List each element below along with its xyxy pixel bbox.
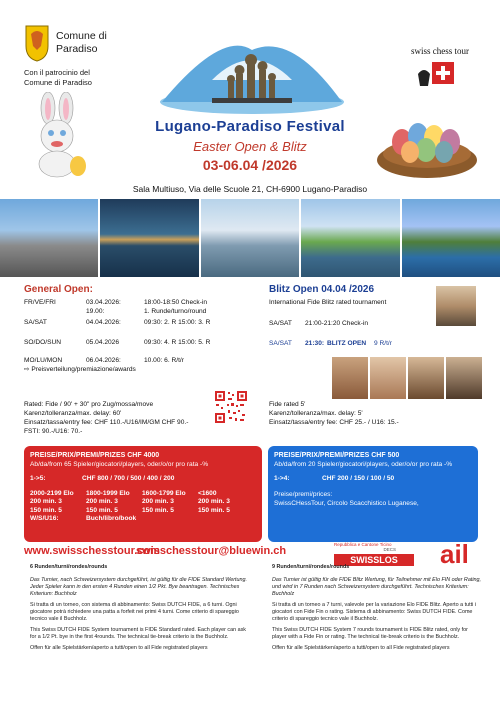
prize-ranks-row (274, 475, 472, 484)
grid-cell: 2000-2199 Elo (30, 489, 74, 497)
photo-strip (0, 199, 500, 277)
player-photo (370, 357, 406, 399)
players-photo-strip (332, 357, 482, 399)
blitz-tournament-line: International Fide Blitz rated tournament (269, 299, 387, 306)
comune-crest-icon (24, 24, 50, 62)
blitz-open-day: SA/SAT (269, 340, 292, 347)
blitz-checkin-row (269, 320, 439, 329)
svg-text:swiss chess tour: swiss chess tour (411, 46, 469, 56)
photo-gulf (402, 199, 500, 277)
blitz-checkin-time: 21:00-21:20 Check-in (305, 320, 369, 327)
grid-cell: 150 min. 5 (86, 506, 118, 514)
blitz-open-heading: Blitz Open 04.04 /2026 (269, 284, 375, 295)
blitz-open-time: 21:30: (305, 340, 325, 347)
prize-condition: Ab/da/from 65 Spieler/giocatori/players, oder/o/or pro rata -% (30, 461, 209, 468)
grid-cell: 200 min. 3 (86, 498, 118, 505)
grid-cell: <1600 (198, 489, 217, 497)
grid-cell: 200 min. 3 (30, 498, 62, 505)
blitz-prizes-box (268, 446, 478, 542)
blitz-rated-info (269, 400, 479, 427)
patrocinio-text: Con il patrocinio del Comune di Paradiso (24, 68, 92, 87)
entry-fee-line: Einsatz/tassa/entry fee: CHF 110.-/U16/IM/GM CHF 90.- (24, 419, 189, 426)
rules-paragraph: This Swiss DUTCH FIDE System tournament is FIDE Standard rated. Each player can ask for a 1/2 Pt. bye in the first 4rounds. The technical tie-break criterio is the Buchholz. (30, 627, 246, 640)
rules-paragraph: Si tratta di un torneo, con sistema di abbinamento: Swiss DUTCH FIDE, a 6 turni. Ogni giocatore potrà richiedere una patta a forfeit nei primi 4 turni. Come criterio di spareggio tecnico vale il Buchholz. (30, 602, 239, 622)
rules-heading: 9 Runden/turni/rondes/rounds (272, 564, 350, 570)
schedule-date: 05.04.2026 (86, 339, 120, 346)
photo-city (0, 199, 98, 277)
prize-sponsor-label: Preise/premi/prices: (274, 490, 333, 498)
rules-paragraph: Offen für alle Spielstärken/aperto a tutti/open to all Fide registrated players (272, 645, 450, 651)
prize-ranks-row (30, 475, 256, 484)
festival-title: Lugano-Paradiso Festival (155, 118, 345, 135)
swisslos-top: Repubblica e Cantone Ticino (334, 542, 392, 547)
schedule-day: MO/LU/MON (24, 357, 63, 364)
delay-line: Karenz/tolleranza/max. delay: 60' (24, 410, 122, 417)
rated-line: Rated: Fide / 90' + 30" pro Zug/mossa/move (24, 401, 154, 408)
grid-cell: 200 min. 3 (198, 498, 230, 505)
swisslos-name: SWISSLOS (334, 554, 414, 566)
general-schedule (24, 299, 264, 389)
schedule-event: 09:30: 4. R 15:00: 5. R (144, 339, 211, 346)
blitz-open-rounds: 9 R/t/r (374, 340, 392, 347)
grid-cell: 150 min. 5 (142, 506, 174, 514)
schedule-day: FR/VE/FRI (24, 299, 56, 306)
grid-cell (142, 515, 198, 524)
schedule-row (24, 308, 264, 317)
schedule-event: 09:30: 2. R 15:00: 3. R (144, 319, 211, 326)
rules-heading: 6 Runden/turni/rondes/rounds (30, 564, 108, 570)
rules-paragraph: Das Turnier, nach Schweizersystem durchgeführt, ist gültig für die FIDE Standard Wertung. Jeder Spieler kann in den ersten 4 Runden einen 1/2 Pkt. Bye beantragen. Technisches Kriterium: Buchholz (30, 577, 248, 597)
rules-paragraph: Si tratta di un torneo a 7 turni, valevole per la variazione Elo FIDE Blitz. Aperto a tutti i giocatori con Fide Fin o rating. Sistema di abbinamento: Swiss DUTCH FIDE. Come criterio di spareggio tecnico vale il Buchholz. (272, 602, 477, 622)
blitz-delay-line: Karenz/tolleranza/max. delay: 5' (269, 410, 363, 417)
schedule-date: 04.04.2026: (86, 319, 121, 326)
schedule-day: SA/SAT (24, 319, 47, 326)
blitz-open-row (269, 340, 439, 349)
schedule-event: 10.00: 6. R/t/r (144, 357, 184, 364)
general-rated-info (24, 400, 224, 436)
schedule-row (24, 319, 264, 328)
easter-eggs-image (372, 106, 482, 182)
prize-condition: Ab/da/from 20 Spieler/giocatori/players, oder/o/or pro rata -% (274, 461, 453, 468)
category-prizes-grid (30, 490, 256, 524)
grid-cell: W/S/U16: (30, 515, 59, 522)
website-link[interactable]: www.swisschesstour.com (24, 545, 160, 557)
grid-cell: 200 min. 3 (142, 498, 174, 505)
swiss-chess-tour-logo (404, 26, 476, 98)
prize-ranks-label: 1->4: (274, 475, 290, 482)
photo-fountain (201, 199, 299, 277)
prize-ranks-values: CHF 800 / 700 / 500 / 400 / 200 (82, 475, 175, 482)
awards-line: ⇨ Preisverteilung/premiazione/awards (24, 366, 136, 373)
grid-cell (198, 515, 254, 524)
player-photo (446, 357, 482, 399)
swisslos-mid: DECS (383, 547, 396, 552)
chess-mountain-logo (152, 40, 352, 115)
schedule-event: 1. Runde/turno/round (144, 308, 207, 315)
prize-title: PREISE/PRIX/PREMI/PRIZES CHF 500 (274, 452, 400, 459)
rules-paragraph: This Swiss DUTCH FIDE System 7 rounds tournament is FIDE Blitz rated, only for player with a Fide Fin or rating. The technical tie-break criterio is the Buchholz. (272, 627, 468, 640)
rules-paragraph: Das Turnier ist gültig für die FIDE Blitz Wertung, für Teilnehmer mit Elo FIN oder Rating, und wird in 7 Runden nach Schweizersystem durchgeführt. Technisches Kriterium: Buchholz (272, 577, 482, 597)
grid-cell: Buch/libro/book (86, 515, 137, 522)
blitz-entry-fee-line: Einsatz/tassa/entry fee: CHF 25.- / U16: 15.- (269, 419, 399, 426)
schedule-row (24, 357, 264, 366)
grid-cell: 1800-1999 Elo (86, 489, 130, 497)
easter-bunny-image (20, 92, 96, 178)
grid-cell: 1600-1799 Elo (142, 489, 186, 497)
blitz-checkin-day: SA/SAT (269, 320, 292, 327)
prize-title: PREISE/PRIX/PREMI/PRIZES CHF 4000 (30, 452, 160, 459)
festival-dates: 03-06.04 /2026 (202, 157, 298, 173)
rules-paragraph: Offen für alle Spielstärken/aperto a tutti/open to all Fide registrated players (30, 645, 208, 651)
general-rules-column (30, 564, 252, 656)
qr-code-icon[interactable] (214, 390, 248, 424)
general-open-heading: General Open: (24, 284, 93, 295)
schedule-date: 03.04.2026: (86, 299, 121, 306)
player-photo (408, 357, 444, 399)
prize-sponsor-value: SwissCHessTour, Circolo Scacchistico Luganese, (274, 499, 419, 507)
schedule-date: 19.00: (86, 308, 105, 315)
prize-ranks-values: CHF 200 / 150 / 100 / 50 (322, 475, 395, 482)
blitz-open-label: BLITZ OPEN (327, 340, 367, 347)
schedule-row (24, 299, 264, 308)
schedule-event: 18:00-18:50 Check-in (144, 299, 208, 306)
email-link[interactable]: swisschesstour@bluewin.ch (136, 545, 287, 557)
player-photo (436, 286, 476, 326)
photo-lake-night (100, 199, 198, 277)
schedule-row (24, 339, 264, 348)
schedule-date: 06.04.2026: (86, 357, 121, 364)
schedule-day: SO/DO/SUN (24, 339, 62, 346)
grid-cell: 150 min. 5 (198, 506, 230, 514)
general-prizes-box (24, 446, 262, 542)
player-photo (332, 357, 368, 399)
blitz-rated-line: Fide rated 5' (269, 401, 306, 408)
grid-cell: 150 min. 5 (30, 506, 62, 514)
blitz-rules-column (272, 564, 482, 656)
photo-lakeside (301, 199, 399, 277)
comune-name: Comune di Paradiso (56, 30, 107, 55)
festival-subtitle: Easter Open & Blitz (193, 139, 307, 154)
ail-logo: ail (440, 539, 469, 569)
venue-address: Sala Multiuso, Via delle Scuole 21, CH-6900 Lugano-Paradiso (132, 184, 368, 194)
fsti-fee-line: FSTI: 90.-/U16: 70.- (24, 428, 83, 435)
prize-ranks-label: 1->5: (30, 475, 46, 482)
